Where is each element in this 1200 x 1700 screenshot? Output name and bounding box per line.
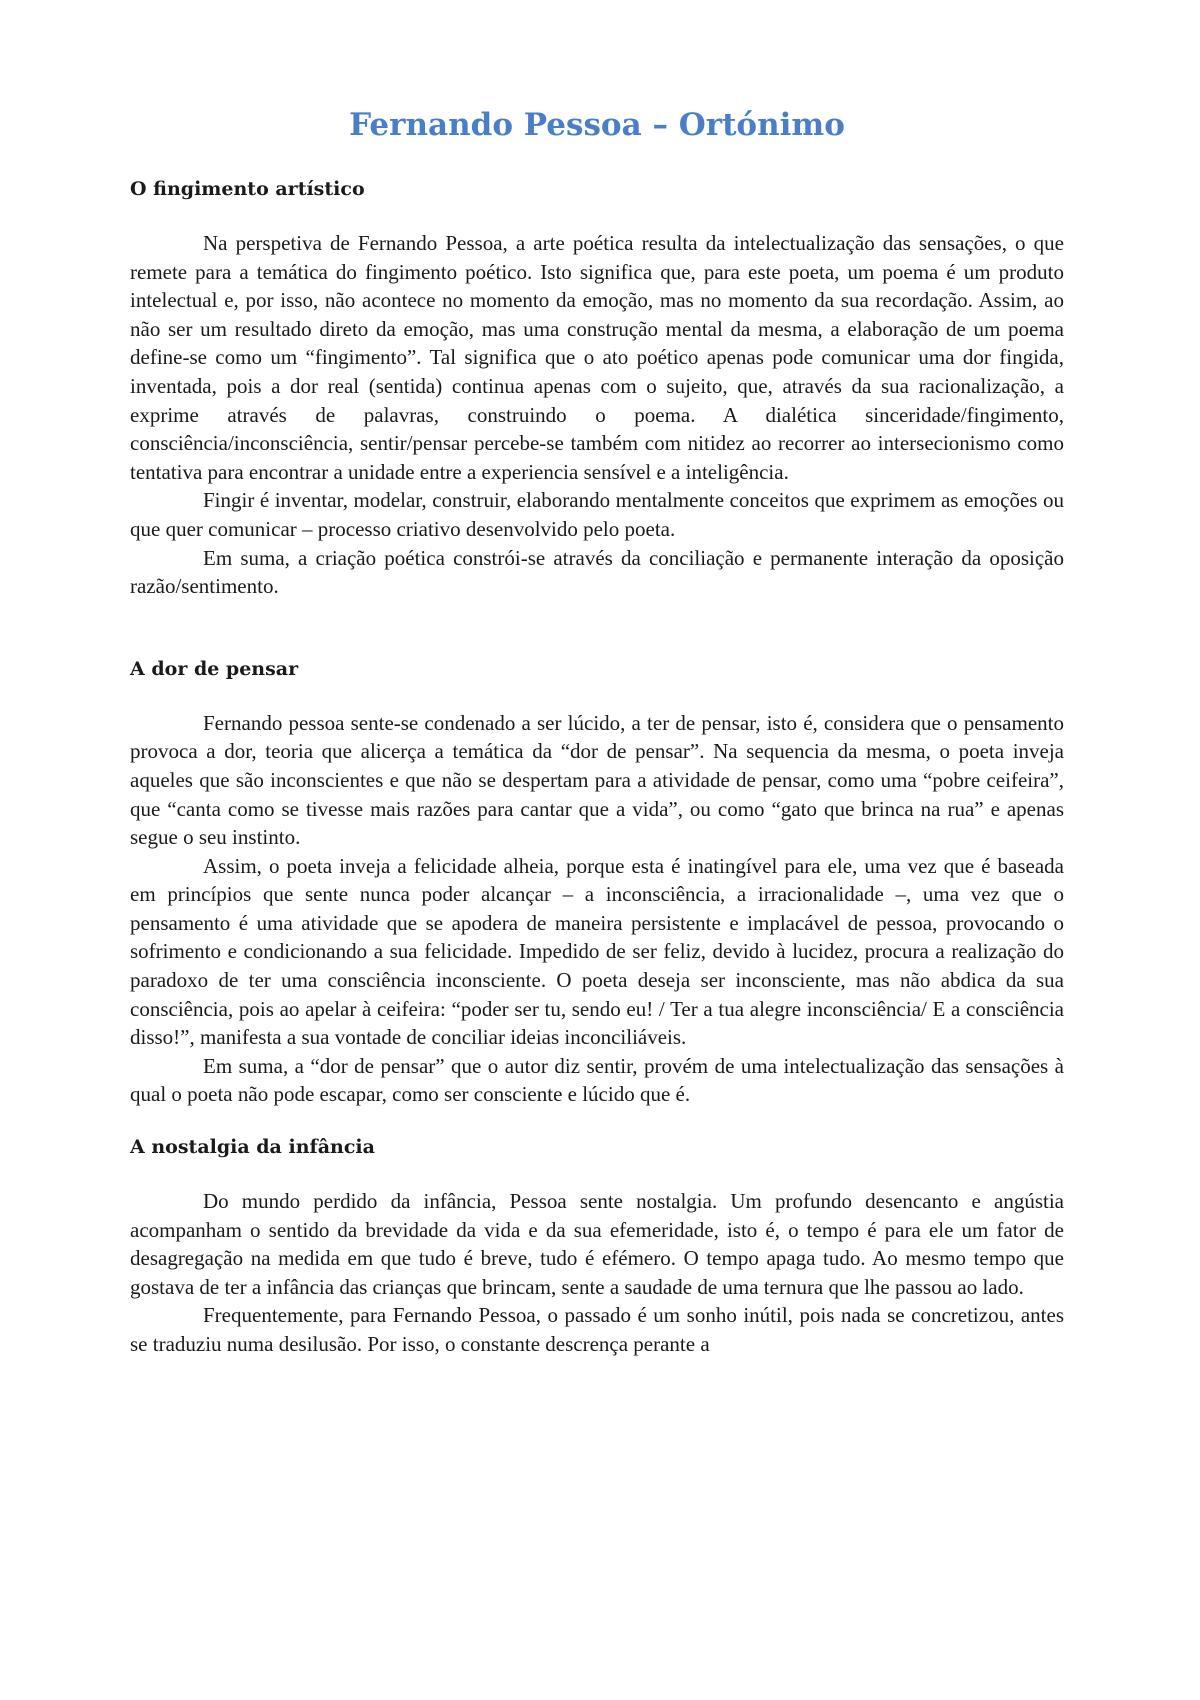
section-dor-de-pensar [130,655,1064,1109]
paragraph: Fingir é inventar, modelar, construir, elaborando mentalmente conceitos que exprimem as emoções ou que quer comunicar – processo criativo desenvolvido pelo poeta. [130,488,1064,541]
paragraph: Na perspetiva de Fernando Pessoa, a arte poética resulta da intelectualização das sensações, o que remete para a temática do fingimento poético. Isto significa que, para este poeta, um poema é um produto intelectual e, por isso, não acontece no momento da emoção, mas no momento da sua recordação. Assim, ao não ser um resultado direto da emoção, mas uma construção mental da mesma, a elaboração de um poema define-se como um “fingimento”. Tal significa que o ato poético apenas pode comunicar uma dor fingida, inventada, pois a dor real (sentida) continua apenas com o sujeito, que, através da sua racionalização, a exprime através de palavras, construindo o poema. A dialética sinceridade/fingimento, consciência/inconsciência, sentir/pensar percebe-se também com nitidez ao recorrer ao intersecionismo como tentativa para encontrar a unidade entre a experiencia sensível e a inteligência. [130,231,1064,484]
section-heading: A dor de pensar [130,657,299,680]
paragraph: Em suma, a “dor de pensar” que o autor diz sentir, provém de uma intelectualização das sensações à qual o poeta não pode escapar, como ser consciente e lúcido que é. [130,1053,1064,1107]
document-page [130,95,1064,1359]
section-nostalgia-infancia [130,1133,1064,1359]
section-fingimento [130,175,1064,601]
paragraph: Do mundo perdido da infância, Pessoa sente nostalgia. Um profundo desencanto e angústia acompanham o sentido da brevidade da vida e da sua efemeridade, isto é, o tempo é para ele um fator de desagregação na medida em que tudo é breve, tudo é efémero. O tempo apaga tudo. Ao mesmo tempo que gostava de ter a infância das crianças que brincam, sente a saudade de uma ternura que lhe passou ao lado. [130,1189,1064,1299]
paragraph: Fernando pessoa sente-se condenado a ser lúcido, a ter de pensar, isto é, considera que o pensamento provoca a dor, teoria que alicerça a temática da “dor de pensar”. Na sequencia da mesma, o poeta inveja aqueles que são inconscientes e que não se despertam para a atividade de pensar, como uma “pobre ceifeira”, que “canta como se tivesse mais razões para cantar que a vida”, ou como “gato que brinca na rua” e apenas segue o seu instinto. [130,710,1064,850]
section-heading: A nostalgia da infância [130,1136,375,1159]
section-spacer [130,601,1064,655]
paragraph: Frequentemente, para Fernando Pessoa, o passado é um sonho inútil, pois nada se concretizou, antes se traduziu numa desilusão. Por isso, o constante descrença perante a [130,1303,1064,1356]
paragraph: Assim, o poeta inveja a felicidade alheia, porque esta é inatingível para ele, uma vez que é baseada em princípios que sente nunca poder alcançar – a inconsciência, a irracionalidade –, uma vez que o pensamento é uma atividade que se apodera de maneira persistente e implacável de pessoa, provocando o sofrimento e condicionando a sua felicidade. Impedido de ser feliz, devido à lucidez, procura a realização do paradoxo de ter uma consciência inconsciente. O poeta deseja ser inconsciente, mas não abdica da sua consciência, pois ao apelar à ceifeira: “poder ser tu, sendo eu! / Ter a tua alegre inconsciência/ E a consciência disso!”, manifesta a sua vontade de conciliar ideias inconciliáveis. [130,853,1064,1050]
section-heading: O fingimento artístico [130,178,365,200]
section-spacer [130,1109,1064,1133]
paragraph: Em suma, a criação poética constrói-se através da conciliação e permanente interação da oposição razão/sentimento. [130,545,1064,599]
document-title: Fernando Pessoa – Ortónimo [349,107,845,143]
